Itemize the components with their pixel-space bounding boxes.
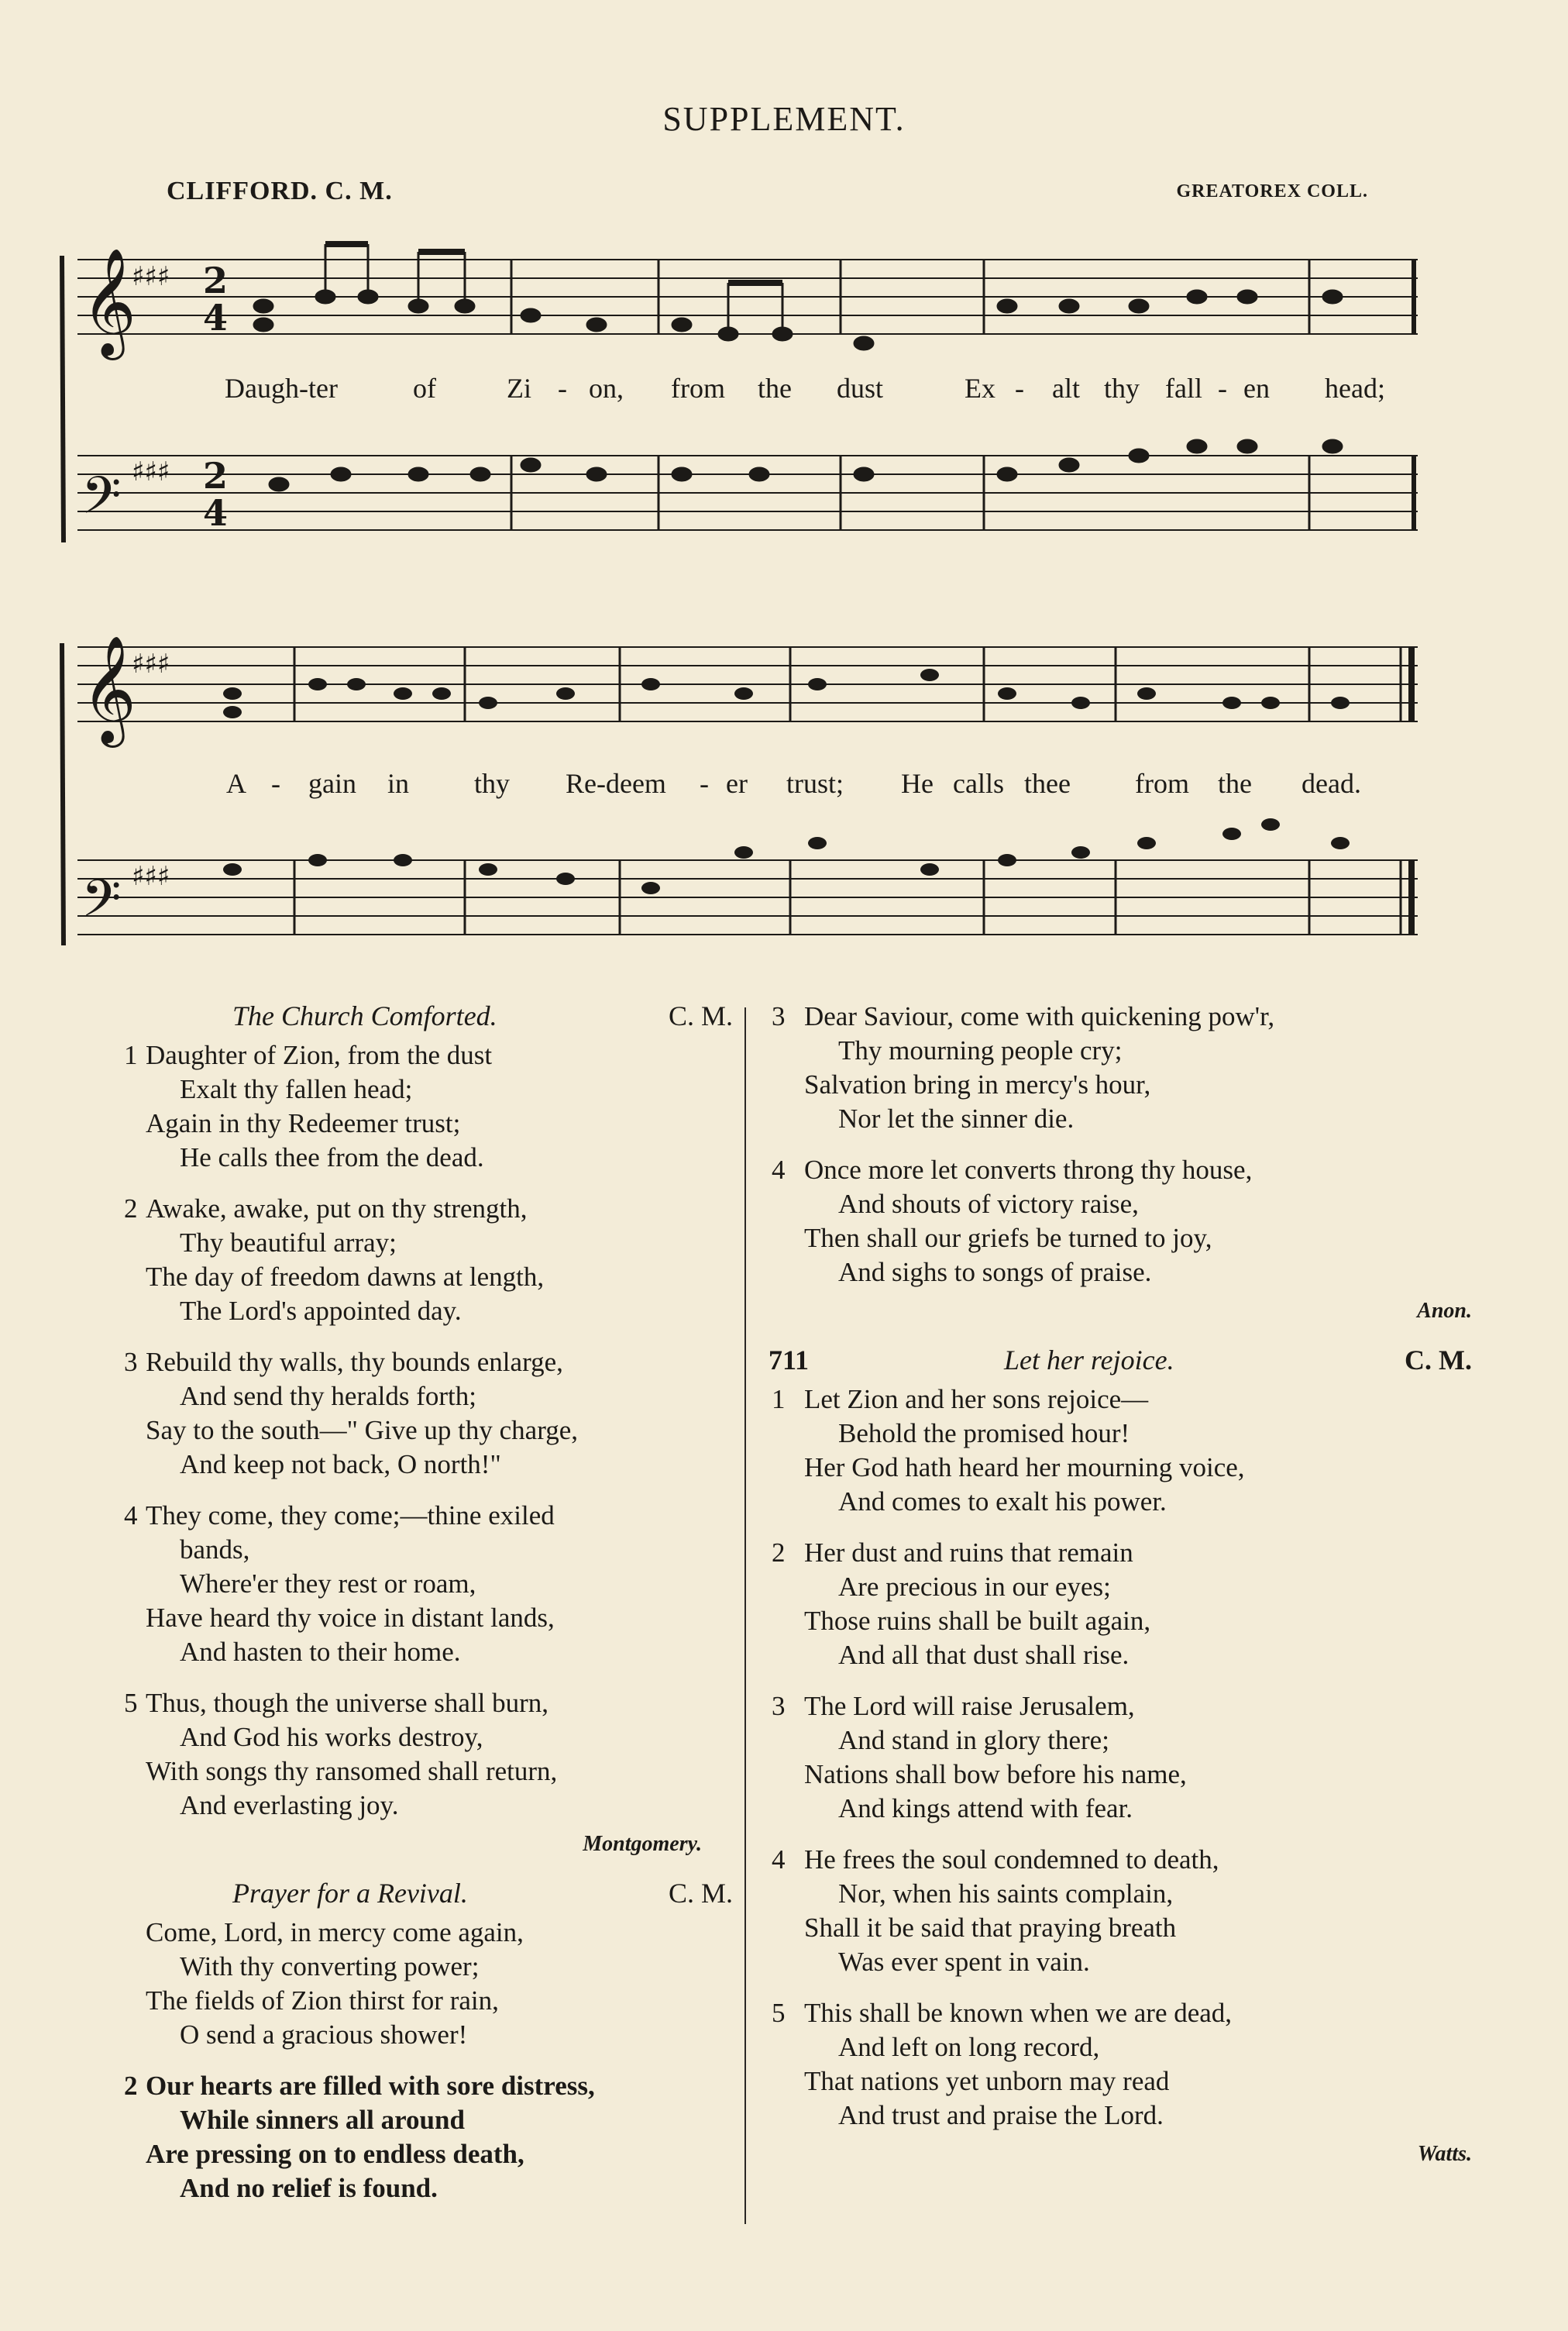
stanza-number: 3 <box>772 1001 786 1031</box>
stanza-number: 5 <box>124 1688 138 1718</box>
verse-line: The day of freedom dawns at length, <box>146 1262 545 1292</box>
svg-text:𝄞: 𝄞 <box>81 635 136 743</box>
tune-name: CLIFFORD. C. M. <box>167 177 393 205</box>
verse-line: Thy beautiful array; <box>180 1227 397 1258</box>
hymn-title: Let her rejoice. <box>1004 1345 1174 1376</box>
verse-line: And no relief is found. <box>180 2173 438 2203</box>
stanza-number: 5 <box>772 1998 786 2028</box>
hymn-meter: C. M. <box>668 1000 733 1031</box>
verse-line: bands, <box>180 1534 250 1565</box>
verse-line: Again in thy Redeemer trust; <box>146 1108 461 1138</box>
verse-line: Nor, when his saints complain, <box>838 1878 1174 1909</box>
verse-line: He frees the soul condemned to death, <box>804 1844 1219 1875</box>
svg-text:♯♯♯: ♯♯♯ <box>132 456 170 487</box>
verse-line: Are pressing on to endless death, <box>146 2139 524 2169</box>
svg-text:♯♯♯: ♯♯♯ <box>132 649 170 680</box>
bass-staff <box>77 456 1418 530</box>
verse-line: Shall it be said that praying breath <box>804 1913 1177 1943</box>
verse-line: Let Zion and her sons rejoice— <box>804 1384 1149 1414</box>
page-header: SUPPLEMENT. <box>662 100 906 138</box>
verse-line: Behold the promised hour! <box>838 1418 1130 1448</box>
hymn-title: Prayer for a Revival. <box>232 1878 468 1909</box>
verse-line: O send a gracious shower! <box>180 2019 468 2050</box>
stanza <box>772 1382 1503 1519</box>
stanza <box>772 1689 1503 1826</box>
svg-text:𝄢: 𝄢 <box>81 869 122 941</box>
verse-line: While sinners all around <box>180 2105 465 2135</box>
verse-line: They come, they come;—thine exiled <box>146 1500 555 1530</box>
stanza-number: 4 <box>124 1500 138 1530</box>
stanza <box>124 2069 733 2205</box>
stanza-number: 2 <box>772 1537 786 1568</box>
verse-line: Thus, though the universe shall burn, <box>146 1688 549 1718</box>
verse-line: This shall be known when we are dead, <box>804 1998 1233 2028</box>
verse-line: Nor let the sinner die. <box>838 1104 1075 1134</box>
verse-line: And shouts of victory raise, <box>838 1189 1139 1219</box>
music-system-2 <box>0 612 1568 992</box>
verse-line: He calls thee from the dead. <box>180 1142 484 1172</box>
verse-line: Nations shall bow before his name, <box>804 1759 1187 1789</box>
verse-line: And hasten to their home. <box>180 1637 461 1667</box>
verse-line: And stand in glory there; <box>838 1725 1109 1755</box>
verse-line: Daughter of Zion, from the dust <box>146 1040 493 1070</box>
hymn-meter: C. M. <box>1405 1345 1472 1376</box>
stanza-number: 2 <box>124 2071 138 2101</box>
verse-line: Where'er they rest or roam, <box>180 1568 476 1599</box>
verse-line: With songs thy ransomed shall return, <box>146 1756 558 1786</box>
svg-text:2: 2 <box>203 260 229 301</box>
stanza <box>124 1345 733 1482</box>
hymn-author: Watts. <box>1417 2142 1472 2166</box>
stanza <box>772 1153 1503 1289</box>
stanza-number: 3 <box>124 1347 138 1377</box>
verse-line: And God his works destroy, <box>180 1722 483 1752</box>
svg-text:♯♯♯: ♯♯♯ <box>132 261 170 292</box>
stanza <box>124 1686 733 1823</box>
stanza <box>772 1843 1503 1979</box>
verse-line: The Lord will raise Jerusalem, <box>804 1691 1135 1721</box>
verse-line: Was ever spent in vain. <box>838 1947 1090 1977</box>
verse-line: Have heard thy voice in distant lands, <box>146 1603 555 1633</box>
composer-credit: GREATOREX COLL. <box>1176 181 1368 201</box>
stanza <box>124 1499 733 1669</box>
stanza-number: 1 <box>124 1040 138 1070</box>
hymn-meter: C. M. <box>668 1878 733 1909</box>
music-staves-2 <box>0 612 1568 992</box>
hymn-number: 711 <box>769 1345 810 1376</box>
verse-line: Once more let converts throng thy house, <box>804 1155 1253 1185</box>
verse-line: The Lord's appointed day. <box>180 1296 462 1326</box>
verse-line: And trust and praise the Lord. <box>838 2100 1164 2130</box>
svg-text:♯♯♯: ♯♯♯ <box>132 861 170 892</box>
verse-line: Her dust and ruins that remain <box>804 1537 1133 1568</box>
stanza-number: 4 <box>772 1844 786 1875</box>
verse-line: Her God hath heard her mourning voice, <box>804 1452 1245 1482</box>
stanza-number: 3 <box>772 1691 786 1721</box>
stanza-number: 1 <box>772 1384 786 1414</box>
stanza <box>124 1038 733 1175</box>
hymn-heading <box>769 1344 1503 1382</box>
treble-clef-icon: 𝄞 <box>81 248 136 356</box>
treble-staff <box>77 260 1418 334</box>
column-divider <box>744 1007 746 2224</box>
verse-line: The fields of Zion thirst for rain, <box>146 1985 499 2016</box>
verse-line: Awake, awake, put on thy strength, <box>146 1193 528 1224</box>
verse-line: Come, Lord, in mercy come again, <box>146 1917 524 1947</box>
bass-clef-icon: 𝄢 <box>81 466 122 538</box>
verse-line: Then shall our griefs be turned to joy, <box>804 1223 1212 1253</box>
svg-text:4: 4 <box>203 297 229 339</box>
stanza-number: 2 <box>124 1193 138 1224</box>
verse-line: With thy converting power; <box>180 1951 480 1982</box>
stanza <box>124 1916 733 2052</box>
verse-line: Say to the south—" Give up thy charge, <box>146 1415 579 1445</box>
hymn-heading <box>124 1000 733 1038</box>
hymn-author: Montgomery. <box>583 1832 702 1856</box>
verse-line: Salvation bring in mercy's hour, <box>804 1069 1151 1100</box>
left-column <box>124 1000 733 2223</box>
verse-line: And keep not back, O north!" <box>180 1449 501 1479</box>
stanza <box>772 1996 1503 2133</box>
hymn-text-columns <box>124 1000 1503 2240</box>
verse-line: Thy mourning people cry; <box>838 1035 1123 1066</box>
verse-line: Exalt thy fallen head; <box>180 1074 413 1104</box>
svg-text:2: 2 <box>203 455 229 497</box>
verse-line: Rebuild thy walls, thy bounds enlarge, <box>146 1347 563 1377</box>
stanza <box>124 1192 733 1328</box>
stanza <box>772 1000 1503 1136</box>
verse-line: Dear Saviour, come with quickening pow'r, <box>804 1001 1275 1031</box>
verse-line: Those ruins shall be built again, <box>804 1606 1151 1636</box>
verse-line: And comes to exalt his power. <box>838 1486 1167 1517</box>
verse-line: Our hearts are filled with sore distress, <box>146 2071 595 2101</box>
hymn-heading <box>124 1877 733 1916</box>
hymn-author: Anon. <box>1417 1299 1472 1323</box>
right-column <box>769 1000 1503 2187</box>
verse-line: Are precious in our eyes; <box>838 1572 1111 1602</box>
verse-line: And kings attend with fear. <box>838 1793 1133 1823</box>
verse-line: And left on long record, <box>838 2032 1100 2062</box>
verse-line: And all that dust shall rise. <box>838 1640 1130 1670</box>
verse-line: And send thy heralds forth; <box>180 1381 476 1411</box>
svg-text:4: 4 <box>203 492 229 534</box>
hymn-title: The Church Comforted. <box>232 1000 497 1031</box>
stanza <box>772 1536 1503 1672</box>
verse-line: And everlasting joy. <box>180 1790 399 1820</box>
verse-line: That nations yet unborn may read <box>804 2066 1170 2096</box>
stanza-number: 4 <box>772 1155 786 1185</box>
verse-line: And sighs to songs of praise. <box>838 1257 1152 1287</box>
